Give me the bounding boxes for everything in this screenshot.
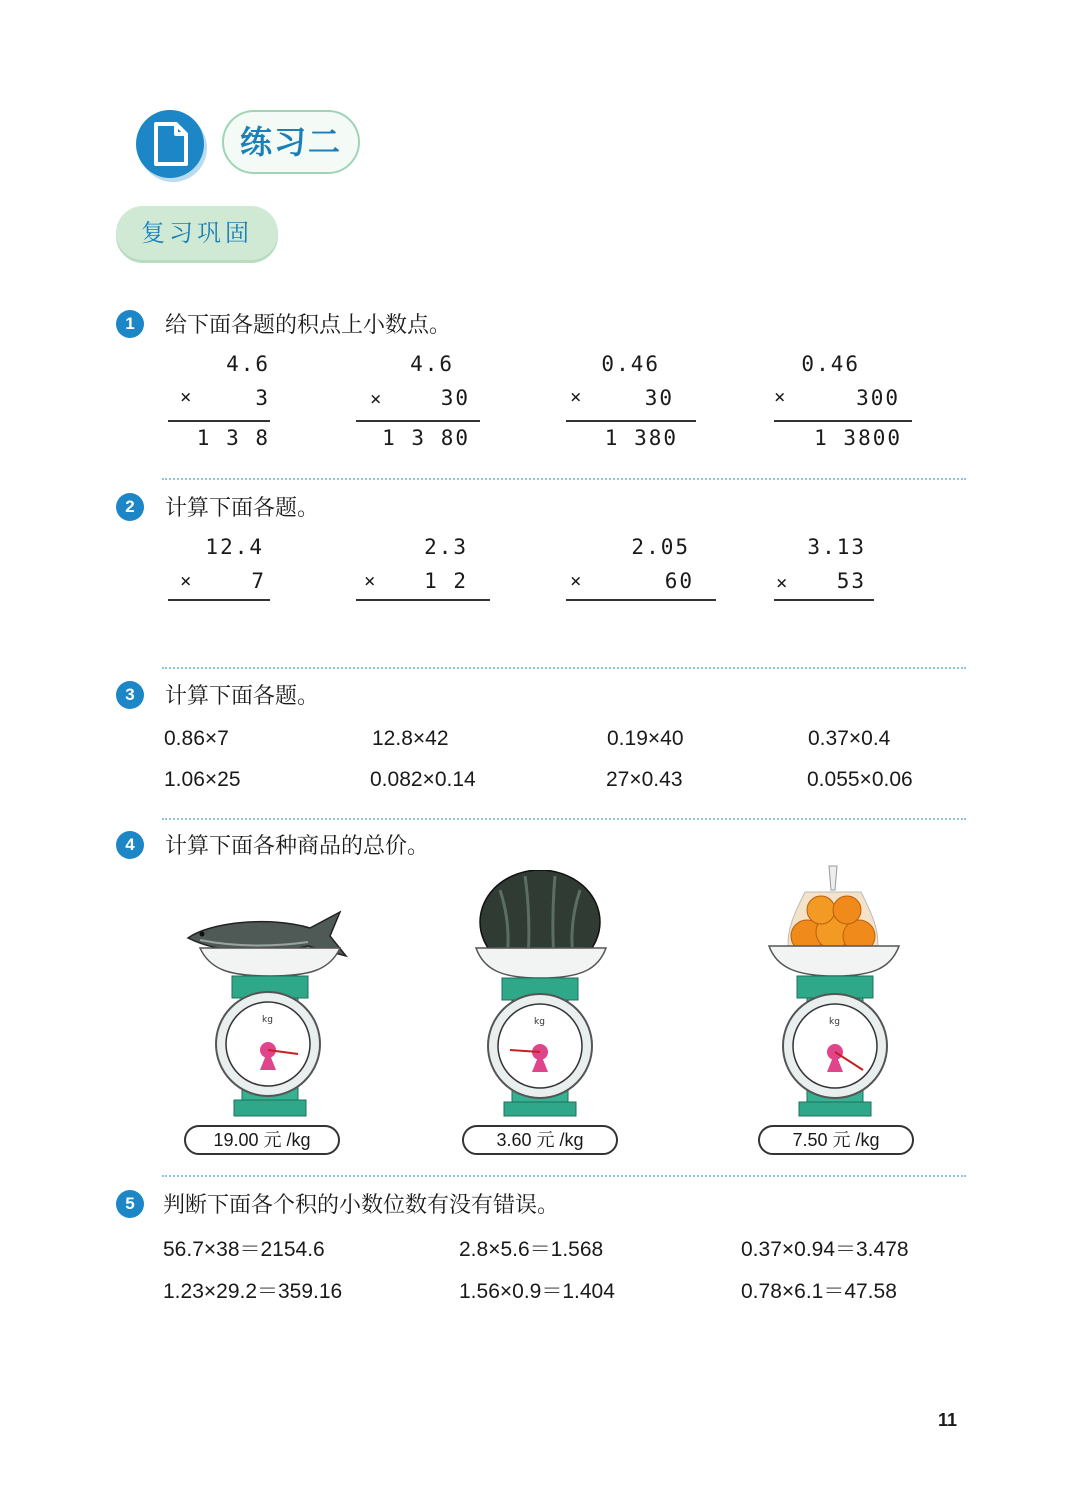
oranges-icon [788, 866, 878, 952]
multiplier: 7 [251, 569, 266, 593]
expression: 0.19×40 [607, 727, 684, 750]
question-text: 计算下面各种商品的总价。 [165, 834, 430, 859]
multiplicand: 4.6 [226, 352, 270, 376]
rule-line [566, 599, 716, 601]
times-sign: × [570, 570, 582, 592]
multiplier: 30 [440, 386, 470, 410]
multiplier: 3 [255, 386, 270, 410]
price-tag: 19.00 元 /kg [184, 1125, 340, 1155]
price-tag: 3.60 元 /kg [462, 1125, 618, 1155]
product: 1 3 80 [382, 426, 470, 450]
dotted-separator [162, 1175, 966, 1177]
rule-line [774, 420, 912, 422]
expression: 1.23×29.2＝359.16 [163, 1280, 343, 1303]
section-label: 复习巩固 [116, 206, 278, 260]
question-text: 计算下面各题。 [165, 496, 320, 521]
expression: 0.055×0.06 [807, 768, 913, 791]
price-tag: 7.50 元 /kg [758, 1125, 914, 1155]
question-number: 4 [116, 831, 144, 859]
expression: 0.082×0.14 [370, 768, 476, 791]
question-number: 1 [116, 310, 144, 338]
dotted-separator [162, 818, 966, 820]
expression: 12.8×42 [372, 727, 449, 750]
page-title: 练习二 [222, 110, 360, 174]
times-sign: × [776, 572, 788, 594]
fish-on-scale-illustration [180, 900, 360, 1120]
product: 1 380 [604, 426, 678, 450]
question-text: 给下面各题的积点上小数点。 [165, 313, 452, 338]
expression: 1.56×0.9＝1.404 [459, 1280, 615, 1303]
multiplicand: 4.6 [410, 352, 454, 376]
product: 1 3 8 [196, 426, 270, 450]
times-sign: × [570, 386, 582, 408]
times-sign: × [774, 386, 786, 408]
vertical-multiplication [540, 350, 690, 470]
svg-text:kg: kg [534, 1017, 545, 1027]
multiplier: 300 [856, 386, 900, 410]
expression: 2.8×5.6＝1.568 [459, 1238, 604, 1261]
expression: 0.37×0.4 [808, 727, 891, 750]
expression: 1.06×25 [164, 768, 241, 791]
dotted-separator [162, 478, 966, 480]
question-number: 5 [116, 1190, 144, 1218]
question-number: 3 [116, 681, 144, 709]
expression: 27×0.43 [606, 768, 683, 791]
multiplicand: 3.13 [807, 535, 866, 559]
multiplicand: 12.4 [205, 535, 264, 559]
times-sign: × [370, 388, 382, 410]
rule-line [356, 420, 480, 422]
vertical-multiplication [540, 533, 694, 653]
rule-line [168, 420, 270, 422]
page-number: 11 [938, 1410, 958, 1430]
question-text: 计算下面各题。 [165, 684, 320, 709]
vertical-multiplication [120, 533, 270, 653]
expression: 0.78×6.1＝47.58 [741, 1280, 897, 1303]
times-sign: × [364, 570, 376, 592]
vertical-multiplication [326, 533, 476, 653]
vertical-multiplication [760, 533, 910, 653]
vertical-multiplication [326, 350, 476, 470]
svg-text:kg: kg [829, 1017, 840, 1027]
multiplier: 60 [664, 569, 694, 593]
times-sign: × [180, 570, 192, 592]
svg-text:kg: kg [262, 1015, 273, 1025]
expression: 0.37×0.94＝3.478 [741, 1238, 909, 1261]
vertical-multiplication [120, 350, 270, 470]
product: 1 3800 [814, 426, 902, 450]
question-text: 判断下面各个积的小数位数有没有错误。 [163, 1193, 560, 1218]
multiplicand: 2.05 [631, 535, 690, 559]
rule-line [774, 599, 874, 601]
rule-line [356, 599, 490, 601]
multiplier: 30 [644, 386, 674, 410]
multiplier: 1 2 [424, 569, 468, 593]
rule-line [168, 599, 270, 601]
expression: 56.7×38＝2154.6 [163, 1238, 325, 1261]
question-number: 2 [116, 493, 144, 521]
rule-line [566, 420, 696, 422]
times-sign: × [180, 386, 192, 408]
multiplicand: 2.3 [424, 535, 468, 559]
dotted-separator [162, 667, 966, 669]
multiplier: 53 [836, 569, 866, 593]
vertical-multiplication [760, 350, 910, 470]
expression: 0.86×7 [164, 727, 229, 750]
multiplicand: 0.46 [801, 352, 860, 376]
oranges-on-scale-illustration [765, 862, 905, 1120]
exercise-document-icon [136, 110, 204, 178]
multiplicand: 0.46 [601, 352, 660, 376]
watermelon-on-scale-illustration [470, 870, 620, 1120]
